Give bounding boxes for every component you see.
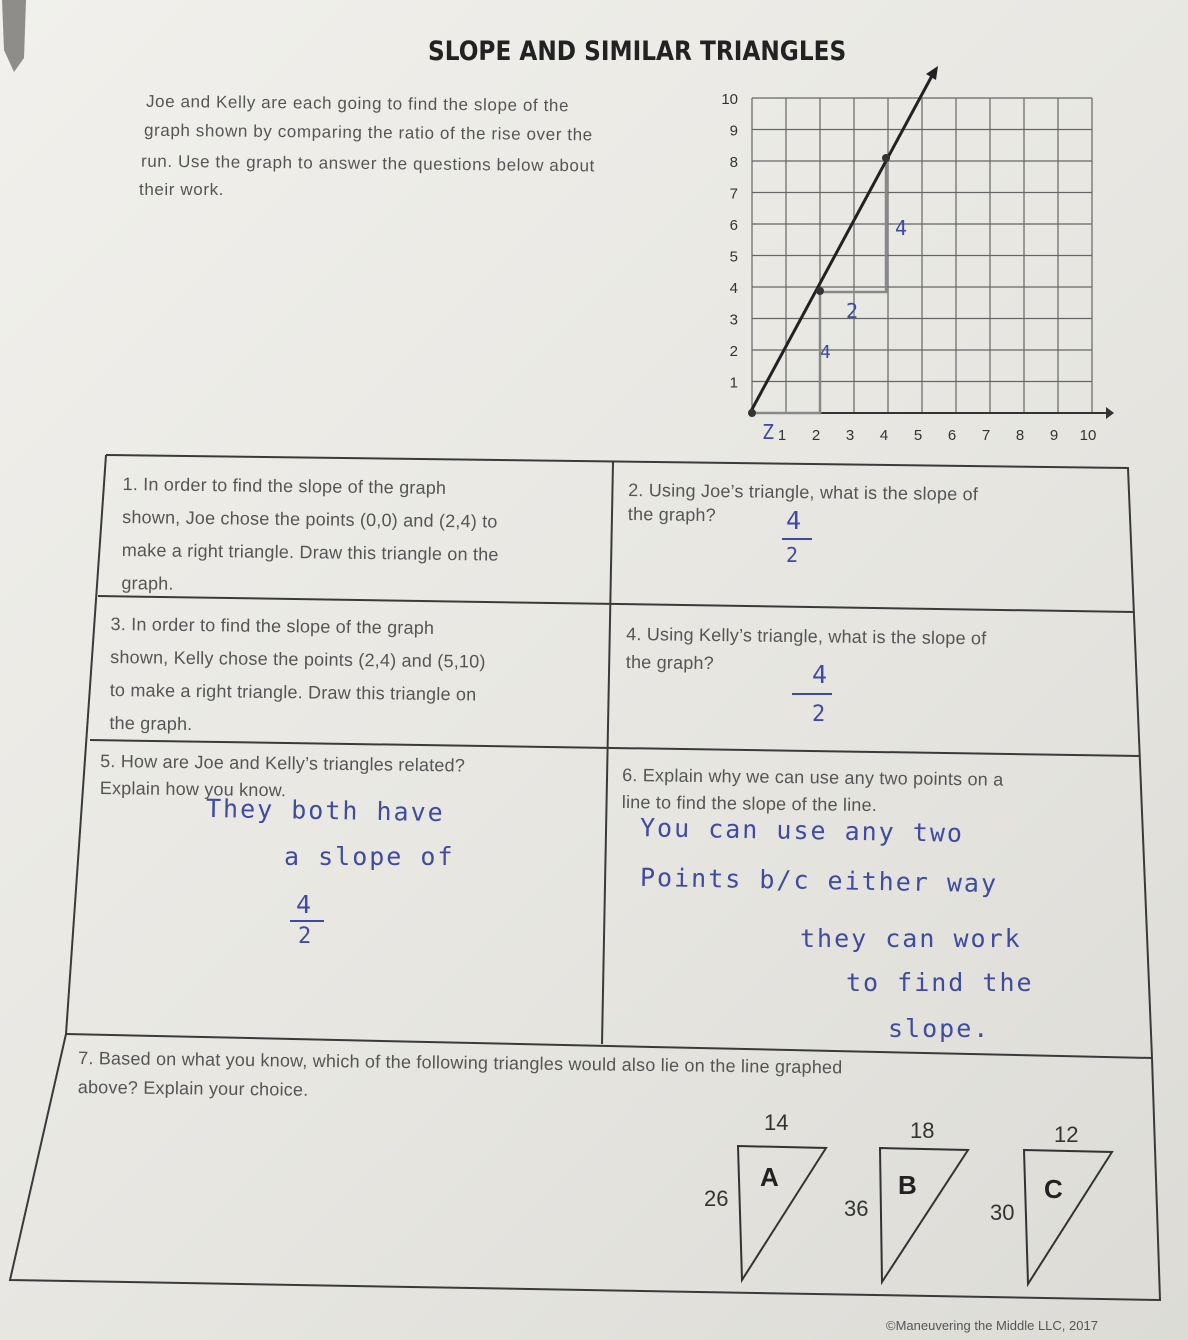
- intro-line-4: their work.: [139, 180, 225, 199]
- intro-line-2: graph shown by comparing the ratio of the rise over the: [143, 120, 593, 145]
- answer-5-numerator: 4: [296, 890, 314, 919]
- x-tick-label: 2: [811, 427, 821, 444]
- answer-4-denominator: 2: [812, 702, 828, 727]
- q1-line: shown, Joe chose the points (0,0) and (2,4) to: [122, 507, 498, 532]
- triangle-a-side-label: 26: [704, 1186, 729, 1211]
- q3-line: 3. In order to find the slope of the graph: [110, 614, 435, 638]
- hand-label-run-joe: 4: [820, 342, 831, 363]
- q5-line: 5. How are Joe and Kelly’s triangles related?: [100, 751, 466, 776]
- q4-line: 4. Using Kelly’s triangle, what is the slope of: [626, 624, 987, 649]
- x-tick-label: 6: [947, 427, 957, 444]
- q3-line: to make a right triangle. Draw this triangle on: [109, 679, 477, 705]
- answer-6-line-5: slope.: [888, 1014, 991, 1043]
- answer-6-line-4: to find the: [846, 968, 1034, 997]
- answer-5-denominator: 2: [298, 924, 314, 949]
- y-tick-label: 4: [729, 280, 738, 297]
- x-tick-label: 7: [981, 427, 991, 444]
- q3-line: the graph.: [109, 712, 193, 735]
- answer-6-line-2: Points b/c either way: [639, 862, 999, 899]
- triangle-b: [880, 1148, 968, 1282]
- y-tick-label: 1: [729, 374, 738, 392]
- page-title: SLOPE AND SIMILAR TRIANGLES: [428, 36, 847, 67]
- y-tick-label: 10: [721, 91, 738, 108]
- y-tick-label: 3: [729, 311, 738, 329]
- q1-line: 1. In order to find the slope of the graph: [122, 474, 447, 498]
- q7-line: 7. Based on what you know, which of the following triangles would also lie on the line graphed: [78, 1048, 843, 1078]
- q4-line: the graph?: [625, 651, 715, 674]
- triangle-b-side-label: 36: [844, 1196, 869, 1221]
- q1-line: make a right triangle. Draw this triangle on the: [121, 539, 499, 565]
- answer-4-numerator: 4: [812, 660, 830, 689]
- triangle-c-letter: C: [1044, 1174, 1063, 1204]
- y-tick-label: 2: [729, 343, 738, 360]
- copyright-footer: ©Maneuvering the Middle LLC, 2017: [886, 1318, 1098, 1333]
- x-tick-label: 10: [1079, 427, 1097, 444]
- q3-line: shown, Kelly chose the points (2,4) and (5,10): [110, 647, 486, 672]
- triangle-a-top-label: 14: [764, 1110, 789, 1135]
- answer-6-line-3: they can work: [800, 924, 1022, 953]
- hand-label-rise-joe: 2: [846, 299, 859, 323]
- x-tick-label: 4: [879, 427, 889, 444]
- x-tick-label: 1: [777, 427, 787, 444]
- x-tick-label: 5: [913, 427, 923, 444]
- q1-line: graph.: [121, 572, 174, 594]
- q6-line: 6. Explain why we can use any two points on a: [622, 765, 1004, 790]
- triangle-c: [1024, 1150, 1112, 1284]
- y-tick-label: 6: [729, 217, 738, 234]
- y-tick-label: 9: [729, 122, 738, 140]
- y-tick-label: 8: [729, 154, 738, 171]
- answer-5-line-1: They both have: [205, 793, 445, 828]
- origin-hand-mark: Z: [762, 420, 775, 444]
- q5-line: Explain how you know.: [99, 777, 287, 801]
- answer-5-line-2: a slope of: [284, 842, 455, 871]
- q7-line: above? Explain your choice.: [77, 1076, 309, 1100]
- x-tick-label: 9: [1049, 427, 1059, 444]
- intro-line-3: run. Use the graph to answer the questions below about: [140, 151, 595, 176]
- intro-line-1: Joe and Kelly are each going to find the slope of the: [145, 91, 570, 116]
- triangle-c-top-label: 12: [1054, 1122, 1079, 1147]
- triangle-b-letter: B: [898, 1170, 917, 1200]
- q6-line: line to find the slope of the line.: [621, 791, 878, 816]
- x-tick-label: 3: [845, 427, 855, 444]
- hand-label-rise-kelly: 4: [895, 216, 908, 240]
- answer-2-numerator: 4: [786, 506, 804, 535]
- q2-line: 2. Using Joe’s triangle, what is the slope of: [628, 480, 979, 505]
- q2-line: the graph?: [627, 503, 717, 526]
- triangle-b-top-label: 18: [910, 1118, 935, 1143]
- y-tick-label: 5: [729, 248, 738, 266]
- x-tick-label: 8: [1015, 427, 1025, 444]
- triangle-a-letter: A: [760, 1162, 779, 1192]
- triangle-c-side-label: 30: [990, 1200, 1015, 1225]
- answer-6-line-1: You can use any two: [639, 813, 965, 848]
- y-tick-label: 7: [729, 185, 738, 203]
- triangle-a: [738, 1146, 826, 1280]
- answer-2-denominator: 2: [786, 543, 801, 567]
